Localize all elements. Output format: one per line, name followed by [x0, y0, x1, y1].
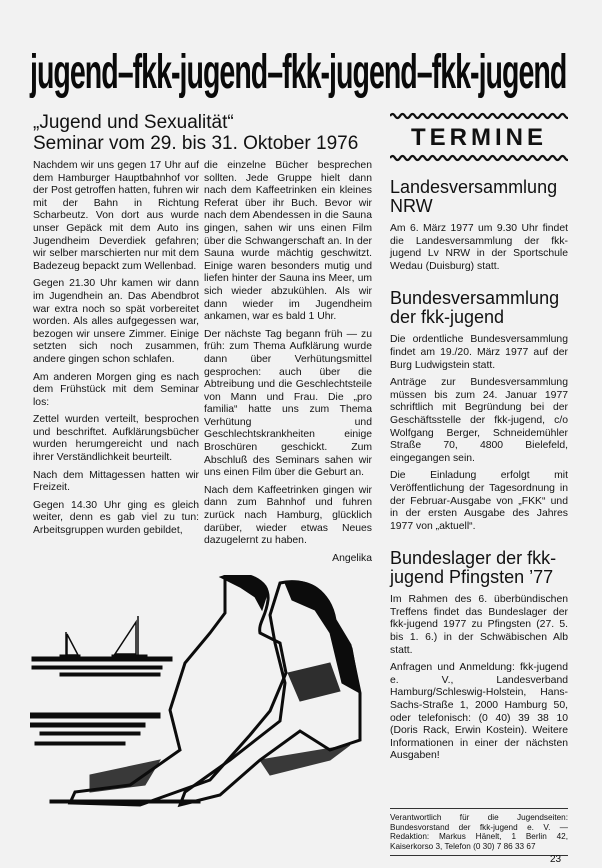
paragraph: Nach dem Mittagessen hatten wir Freizeit.	[33, 469, 199, 494]
water-line	[35, 742, 125, 745]
section-heading: Landesversammlung NRW	[390, 177, 558, 216]
horizon-line	[32, 657, 172, 661]
water-line	[30, 723, 145, 727]
paragraph: Die Einladung erfolgt mit Veröffentlichung der Tagesordnung in der Februar-Ausgabe von „FKK“ und in der ersten Ausgabe des Jahres 1977 von „aktuell“.	[390, 470, 568, 532]
paragraph: die einzelne Bücher besprechen sollten. Jede Gruppe hielt dann nach dem Kaffeetrinken ein kleines Referat über ihr Buch. Bevor wir nach dem Abendessen in die Sauna gingen, sahen wir uns einen Film über die Schwangerschaft an. In der Sauna wurde mächtig geschwitzt. Einige waren besonders mutig und liefen hinter der Sauna ins Meer, um sich wieder abzukühlen. Als wir dann wieder im Jugendheim ankamen, war es bald 1 Uhr.	[204, 160, 372, 323]
paragraph: Nach dem Kaffeetrinken gingen wir dann zum Bahnhof und fuhren zurück nach Hamburg, glücklich darüber, wieder etwas Neues dazugelernt zu haben.	[204, 484, 372, 547]
sand-shading	[90, 760, 160, 792]
paragraph: Im Rahmen des 6. überbündischen Treffens findet das Bundeslager der fkk-jugend 1977 zu Pfingsten (27. 5. bis 1. 6.) in der Schwäbischen Alb statt.	[390, 594, 568, 656]
man-figure	[70, 575, 286, 805]
section-body	[390, 334, 568, 533]
paragraph: Anträge zur Bundesversammlung müssen bis zum 24. Januar 1977 schriftlich mit Begründung bei der Geschäftsstelle der fkk-jugend, c/o Wolfgang Berger, Schneidemühler Straße 70, 4800 Bielefeld, eingegangen sein.	[390, 377, 568, 464]
article-title-line2: Seminar vom 29. bis 31. Oktober 1976	[33, 133, 359, 154]
termine-sidebar	[390, 112, 568, 768]
paragraph: Der nächste Tag begann früh — zu früh: zum Thema Aufklärung wurde dann über Verhütungsmittel gesprochen: auch über die Abtreibung und die Geschlechtsteile von Mann und Frau. Die „pro familia“ hatte uns zum Thema Verhütung und Geschlechtskrankheiten einige Broschüren geschickt. Zum Abschluß des Seminars sahen wir uns einen Film über die Geburt an.	[204, 328, 372, 479]
page-number: 23	[550, 854, 562, 865]
section-body	[390, 223, 568, 273]
man-hair	[220, 575, 268, 610]
paragraph: Am anderen Morgen ging es nach dem Frühstück mit dem Seminar los:	[33, 371, 199, 408]
section-body	[390, 594, 568, 763]
water-line	[60, 673, 160, 676]
sailboat-icon	[112, 616, 147, 659]
article-title-line1: „Jugend und Sexualität“	[33, 112, 234, 133]
article-title	[33, 112, 378, 154]
sand-line	[50, 800, 200, 803]
water-line	[40, 732, 140, 735]
paragraph: Anfragen und Anmeldung: fkk-jugend e. V., Landesverband Hamburg/Schleswig-Holstein, Hans-Sachs-Straße 1, 2000 Hamburg 50, oder telefonisch: (0 40) 39 38 10 (Doris Rack, Erwin Kostein). Weitere Informationen in einer der nächsten Ausgaben!	[390, 662, 568, 762]
section-banner: jugend–fkk-jugend–fkk-jugend–fkk-jugend	[30, 44, 567, 99]
water-line	[32, 666, 162, 669]
wavy-rule-top	[390, 112, 568, 120]
sailboat-icon	[60, 632, 80, 658]
wavy-rule-bottom	[390, 154, 568, 162]
paragraph: Zettel wurden verteilt, besprochen und beschriftet. Aufklärungsbücher wurden herumgereicht und nach ihrer Verständlichkeit beurteilt.	[33, 414, 199, 464]
bikini	[288, 663, 340, 701]
section-banner-wrap	[30, 44, 570, 99]
article-column-2	[204, 160, 372, 565]
paragraph: Gegen 21.30 Uhr kamen wir dann im Jugendhein an. Das Abendbrot war extra noch so spät vorbereitet worden. Als alles aufgegessen war, bezogen wir unsere Zimmer. Einige setzten sich noch zusammen, andere gingen schon schlafen.	[33, 278, 199, 365]
paragraph: Am 6. März 1977 um 9.30 Uhr findet die Landesversammlung der fkk-jugend Lv NRW in der Sportschule Wedau (Duisburg) statt.	[390, 223, 568, 272]
article-column-1	[33, 160, 199, 543]
section-heading: Bundesversammlung der fkk-jugend	[390, 288, 560, 328]
paragraph: Nachdem wir uns gegen 17 Uhr auf dem Hamburger Hauptbahnhof vor der Post getroffen hatten, fuhren wir mit der Bahn in Richtung Scharbeutz. Von dort aus wurde unser Gepäck mit dem Auto ins Jugendheim Deverdiek gefahren; wir selber marschierten nur mit dem Badezeug bepackt zum Wellenbad.	[33, 160, 199, 272]
section-heading: Bundeslager der fkk-jugend Pfingsten ’77	[390, 548, 557, 588]
water-line	[30, 713, 160, 718]
paragraph: Gegen 14.30 Uhr ging es gleich weiter, denn es gab viel zu tun: Arbeitsgruppen wurden gebildet,	[33, 499, 199, 537]
paragraph: Die ordentliche Bundesversammlung findet am 19./20. März 1977 auf der Burg Ludwigstein statt.	[390, 334, 568, 371]
beach-couple-illustration	[30, 575, 375, 810]
editorial-credit: Verantwortlich für die Jugendseiten: Bundesvorstand der fkk-jugend e. V. — Redaktion: Markus Hänelt, 1 Berlin 42, Kaiserkorso 3, Telefon (0 30) 7 86 33 67	[390, 808, 568, 856]
termine-title: TERMINE	[411, 124, 547, 151]
author-signature: Angelika	[332, 552, 372, 564]
